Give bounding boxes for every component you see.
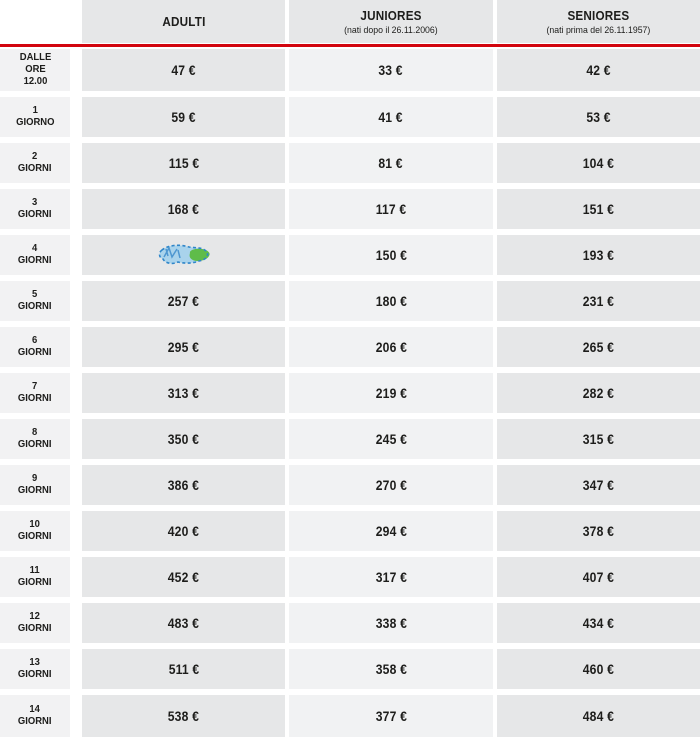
price-cell-juniores [289,557,492,597]
price-cell-seniores [497,327,700,367]
row-label-text: 9 GIORNI [18,472,52,496]
row-label [0,511,70,551]
price-cell-juniores [289,189,492,229]
column-title-adulti: ADULTI [162,14,206,29]
table-row [0,235,700,275]
price-value: 257 € [168,293,200,309]
price-value: 59 € [171,109,196,125]
price-value: 151 € [582,201,614,217]
price-value: 434 € [582,615,614,631]
price-cell-juniores [289,695,492,737]
price-value: 104 € [582,155,614,171]
table-row [0,97,700,137]
price-cell-juniores [289,49,492,91]
price-cell-juniores [289,603,492,643]
price-cell-adulti [82,49,285,91]
column-subtitle-seniores: (nati prima del 26.11.1957) [546,24,651,36]
row-label [0,327,70,367]
table-row [0,511,700,551]
price-value: 115 € [168,155,199,171]
price-value: 347 € [582,477,614,493]
price-value: 350 € [168,431,200,447]
price-value: 315 € [582,431,614,447]
row-label [0,419,70,459]
row-label [0,49,70,91]
price-cell-adulti [82,419,285,459]
price-value: 180 € [375,293,407,309]
price-value: 265 € [582,339,614,355]
row-label-text: 5 GIORNI [18,288,52,312]
price-value: 53 € [586,109,611,125]
price-value: 33 € [378,62,404,78]
column-header-juniores [289,0,492,43]
price-cell-juniores [289,373,492,413]
price-cell-adulti [82,511,285,551]
price-value: 338 € [375,615,407,631]
price-cell-adulti [82,281,285,321]
row-label-text: 3 GIORNI [18,196,52,220]
row-label [0,235,70,275]
row-label [0,97,70,137]
column-title-juniores: JUNIORES [360,7,422,23]
row-label [0,189,70,229]
price-cell-seniores [497,281,700,321]
price-cell-adulti [82,649,285,689]
price-cell-adulti [82,327,285,367]
row-label [0,373,70,413]
table-row [0,189,700,229]
redaction-scribble-icon [156,242,212,268]
price-value: 420 € [168,523,200,539]
price-value: 47 € [171,62,196,78]
price-cell-adulti [82,465,285,505]
price-value: 377 € [375,708,407,724]
row-label-text: 13 GIORNI [18,656,52,680]
table-row [0,603,700,643]
column-subtitle-juniores: (nati dopo il 26.11.2006) [344,24,438,36]
price-value: 460 € [582,661,614,677]
table-row [0,557,700,597]
price-value: 295 € [168,339,200,355]
price-cell-seniores [497,97,700,137]
price-value: 168 € [168,201,200,217]
price-cell-juniores [289,465,492,505]
row-label-text: 12 GIORNI [18,610,52,634]
price-cell-adulti [82,143,285,183]
row-label [0,281,70,321]
price-cell-seniores [497,143,700,183]
price-cell-adulti [82,189,285,229]
column-header-adulti [82,0,285,43]
table-row [0,649,700,689]
price-cell-adulti [82,603,285,643]
price-value: 511 € [168,661,199,677]
table-row [0,327,700,367]
row-label-text: 14 GIORNI [18,703,52,727]
price-value: 483 € [168,615,200,631]
row-label [0,603,70,643]
row-label-text: 6 GIORNI [18,334,52,358]
price-value: 206 € [375,339,407,355]
row-label-text: 8 GIORNI [18,426,52,450]
price-cell-seniores [497,465,700,505]
price-cell-seniores [497,235,700,275]
price-value: 245 € [375,431,407,447]
row-label-text: 1 GIORNO [15,104,55,128]
price-cell-juniores [289,281,492,321]
price-value: 42 € [586,62,611,78]
table-row [0,281,700,321]
price-cell-seniores [497,695,700,737]
row-label-text: 10 GIORNI [18,518,52,542]
price-value: 386 € [168,477,200,493]
price-cell-seniores [497,49,700,91]
row-label-text: 7 GIORNI [18,380,52,404]
row-label [0,695,70,737]
price-cell-juniores [289,419,492,459]
price-cell-juniores [289,649,492,689]
price-cell-seniores [497,373,700,413]
column-header-seniores [497,0,700,43]
table-row [0,695,700,737]
row-label-text: DALLE ORE 12.00 [19,51,51,87]
price-cell-juniores [289,327,492,367]
price-value: 81 € [378,155,404,171]
price-cell-seniores [497,649,700,689]
price-value: 358 € [375,661,407,677]
price-value: 317 € [375,569,407,585]
price-value: 294 € [375,523,407,539]
price-cell-adulti [82,557,285,597]
price-value: 484 € [582,708,614,724]
price-value: 538 € [168,708,200,724]
price-value: 193 € [582,247,614,263]
price-value: 313 € [168,385,200,401]
price-value: 270 € [375,477,407,493]
price-value: 407 € [582,569,614,585]
price-cell-juniores [289,143,492,183]
row-label-text: 4 GIORNI [18,242,52,266]
price-cell-juniores [289,97,492,137]
price-cell-adulti [82,235,285,275]
price-cell-adulti [82,97,285,137]
price-value: 282 € [582,385,614,401]
table-row [0,419,700,459]
price-cell-juniores [289,235,492,275]
price-value: 231 € [582,293,614,309]
row-label-text: 2 GIORNI [18,150,52,174]
price-cell-seniores [497,603,700,643]
row-label [0,143,70,183]
price-cell-adulti [82,695,285,737]
table-header-row [0,0,700,43]
price-cell-seniores [497,419,700,459]
price-value: 117 € [375,201,407,217]
column-title-seniores: SENIORES [567,7,630,23]
price-table-body [0,47,700,737]
price-cell-seniores [497,557,700,597]
table-row [0,49,700,91]
price-cell-juniores [289,511,492,551]
row-label [0,557,70,597]
header-spacer-cell [0,0,70,43]
table-row [0,373,700,413]
table-row [0,465,700,505]
price-cell-adulti [82,373,285,413]
price-cell-seniores [497,511,700,551]
price-value: 452 € [168,569,200,585]
row-label [0,465,70,505]
row-label [0,649,70,689]
price-value: 41 € [378,109,404,125]
price-value: 219 € [375,385,407,401]
price-cell-seniores [497,189,700,229]
price-value: 150 € [375,247,407,263]
table-row [0,143,700,183]
price-value: 378 € [582,523,614,539]
row-label-text: 11 GIORNI [18,564,52,588]
